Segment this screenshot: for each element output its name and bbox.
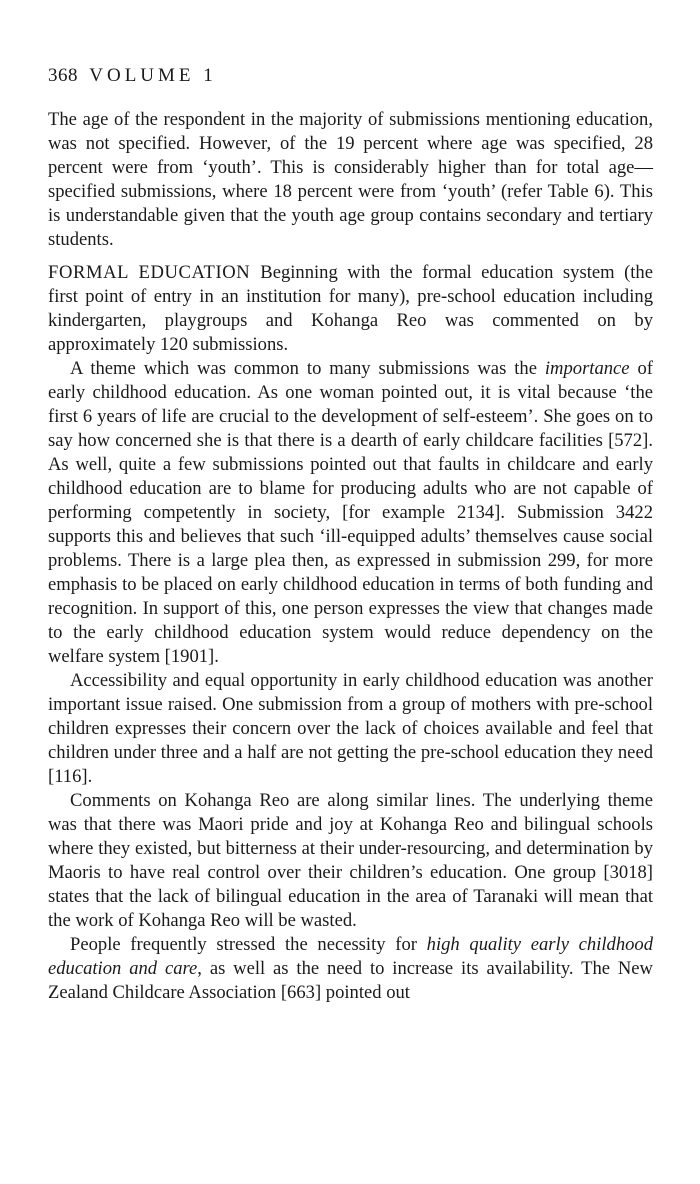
emphasis-importance: importance	[544, 358, 630, 379]
section-heading-formal-education: FORMAL EDUCATION	[48, 262, 251, 283]
paragraph-importance-text-b: of early childhood education. As one woman pointed out, it is vital because ‘the first 6 years of life are crucial to the development of self-esteem’. She goes on to say how concerned she is that there is a dearth of early childcare facilities [572]. As well, quite a few submissions pointed out that faults in childcare and early childhood education are to blame for producing adults who are not capable of performing competently in society, [for example 2134]. Submission 3422 supports this and believes that such ‘ill-equipped adults’ themselves cause social problems. There is a large plea then, as expressed in submission 299, for more emphasis to be placed on early childhood education in terms of both funding and recognition. In support of this, one person expresses the view that changes made to the early childhood education system would reduce dependency on the welfare system [1901].	[48, 358, 653, 667]
paragraph-high-quality-text-a: People frequently stressed the necessity for	[70, 934, 427, 955]
document-page	[48, 64, 653, 1005]
paragraph-importance	[48, 357, 653, 669]
paragraph-accessibility: Accessibility and equal opportunity in early childhood education was another important issue raised. One submission from a group of mothers with pre-school children expresses their concern over the lack of choices available and feel that children under three and a half are not getting the pre-school education they need [116].	[48, 670, 653, 787]
paragraph-high-quality	[48, 933, 653, 1005]
paragraph-formal-education	[48, 261, 653, 357]
paragraph-age-of-respondent: The age of the respondent in the majority of submissions mentioning education, was not specified. However, of the 19 percent where age was specified, 28 percent were from ‘youth’. This is considerably higher than for total age—specified submissions, where 18 percent were from ‘youth’ (refer Table 6). This is understandable given that the youth age group contains secondary and tertiary students.	[48, 109, 653, 250]
page-number: 368	[48, 65, 78, 86]
volume-label: VOLUME 1	[89, 65, 217, 86]
running-head	[48, 64, 653, 88]
paragraph-importance-text-a: A theme which was common to many submissions was the	[70, 358, 545, 379]
emphasis-high-quality: high quality early childhood education and care	[48, 934, 654, 979]
paragraph-formal-education-text: Beginning with the formal education system (the first point of entry in an institution for many), pre-school education including kindergarten, playgroups and Kohanga Reo was commented on by approximately 120 submissions.	[48, 262, 653, 355]
paragraph-kohanga-reo: Comments on Kohanga Reo are along similar lines. The underlying theme was that there was Maori pride and joy at Kohanga Reo and bilingual schools where they existed, but bitterness at their under-resourcing, and determination by Maoris to have real control over their children’s education. One group [3018] states that the lack of bilingual education in the area of Taranaki will mean that the work of Kohanga Reo will be wasted.	[48, 790, 653, 931]
paragraph-high-quality-text-b: , as well as the need to increase its availability. The New Zealand Childcare Association [663] pointed out	[48, 958, 653, 1003]
